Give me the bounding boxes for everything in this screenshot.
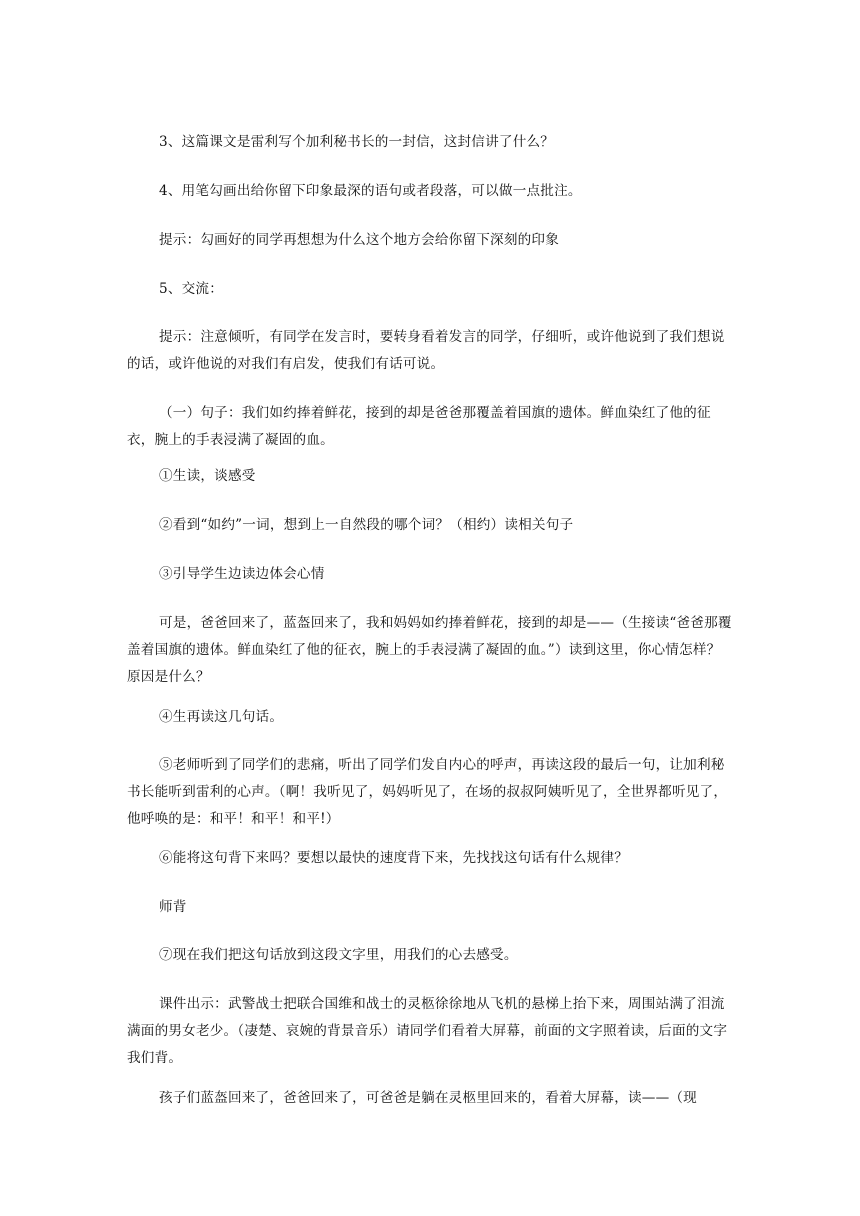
teacher-recites: 师背 [159, 899, 187, 915]
question-4: 4、用笔勾画出给你留下印象最深的语句或者段落，可以做一点批注。 [159, 183, 582, 199]
step-4: ④生再读这几句话。 [159, 709, 284, 725]
step-7: ⑦现在我们把这句话放到这段文字里，用我们的心去感受。 [159, 947, 518, 963]
hint-paragraph-2: 提示：注意倾听，有同学在发言时，要转身看着发言的同学，仔细听，或许他说到了我们想说的话，或许他说的对我们有启发，使我们有话可说。 [127, 329, 725, 372]
hint-paragraph-1: 提示：勾画好的同学再想想为什么这个地方会给你留下深刻的印象 [159, 232, 560, 248]
question-3: 3、这篇课文是雷利写个加利秘书长的一封信，这封信讲了什么？ [159, 134, 555, 150]
step-5: ⑤老师听到了同学们的悲痛，听出了同学们发自内心的呼声，再读这段的最后一句，让加利秘书长能听到雷利的心声。（啊！我听见了，妈妈听见了，在场的叔叔阿姨听见了，全世界都听见了，他呼唤的是：和平！和平！和平!） [127, 757, 728, 827]
step-6: ⑥能将这句背下来吗？要想以最快的速度背下来，先找找这句话有什么规律？ [159, 850, 628, 866]
step-2: ②看到“如约”一词，想到上一自然段的哪个词？（相约）读相关句子 [159, 517, 574, 533]
sentence-one-paragraph: （一）句子：我们如约捧着鲜花，接到的却是爸爸那覆盖着国旗的遗体。鲜血染红了他的征衣，腕上的手表浸满了凝固的血。 [127, 405, 711, 448]
step-1: ①生读，谈感受 [159, 468, 256, 484]
step-3: ③引导学生边读边体会心情 [159, 566, 325, 582]
question-5: 5、交流： [159, 281, 224, 297]
closing-paragraph: 孩子们蓝盔回来了，爸爸回来了，可爸爸是躺在灵柩里回来的，看着大屏幕，读——（现 [159, 1090, 697, 1106]
courseware-paragraph: 课件出示：武警战士把联合国维和战士的灵柩徐徐地从飞机的悬梯上抬下来，周围站满了泪流满面的男女老少。（凄楚、哀婉的背景音乐）请同学们看着大屏幕，前面的文字照着读，后面的文字我们背。 [127, 996, 728, 1066]
reading-paragraph: 可是，爸爸回来了，蓝盔回来了，我和妈妈如约捧着鲜花，接到的却是——（生接读“爸爸那覆盖着国旗的遗体。鲜血染红了他的征衣，腕上的手表浸满了凝固的血。”）读到这里，你心情怎样？原因是什么？ [127, 615, 732, 685]
